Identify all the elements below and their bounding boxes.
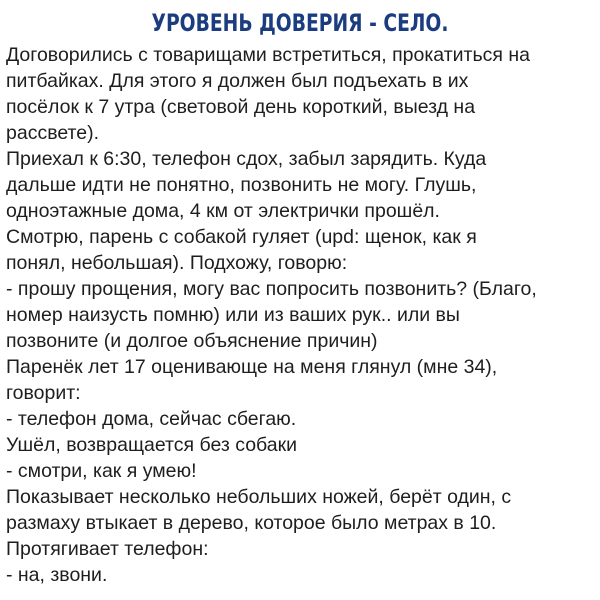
text-line: - на, звони. bbox=[6, 564, 108, 586]
text-line: говорит: bbox=[6, 382, 81, 404]
text-line: одноэтажные дома, 4 км от электрички прошёл. bbox=[6, 200, 440, 222]
text-line: - телефон дома, сейчас сбегаю. bbox=[6, 408, 297, 430]
text-line: Протягивает телефон: bbox=[6, 538, 209, 560]
text-line: Смотрю, парень с собакой гуляет (upd: щенок, как я bbox=[6, 226, 477, 248]
text-line: понял, небольшая). Подхожу, говорю: bbox=[6, 252, 348, 274]
text-line: Паренёк лет 17 оценивающе на меня глянул (мне 34), bbox=[6, 356, 498, 378]
text-line: номер наизусть помню) или из ваших рук.. или вы bbox=[6, 304, 460, 326]
text-line: дальше идти не понятно, позвонить не могу. Глушь, bbox=[6, 174, 477, 196]
text-line: - смотри, как я умею! bbox=[6, 460, 197, 482]
page-title: УРОВЕНЬ ДОВЕРИЯ - СЕЛО. bbox=[151, 9, 449, 37]
text-line: позвоните (и долгое объяснение причин) bbox=[6, 330, 378, 352]
text-line: рассвете). bbox=[6, 122, 99, 144]
text-line: Ушёл, возвращается без собаки bbox=[6, 434, 298, 456]
text-line: - прошу прощения, могу вас попросить позвонить? (Благо, bbox=[6, 278, 537, 300]
text-line: Приехал к 6:30, телефон сдох, забыл зарядить. Куда bbox=[6, 148, 487, 170]
text-line: питбайках. Для этого я должен был подъехать в их bbox=[6, 70, 469, 92]
text-line: Показывает несколько небольших ножей, берёт один, с bbox=[6, 486, 512, 508]
text-line: размаху втыкает в дерево, которое было метрах в 10. bbox=[6, 512, 497, 534]
text-line: Договорились с товарищами встретиться, прокатиться на bbox=[6, 44, 530, 66]
text-line: посёлок к 7 утра (световой день короткий, выезд на bbox=[6, 96, 476, 118]
